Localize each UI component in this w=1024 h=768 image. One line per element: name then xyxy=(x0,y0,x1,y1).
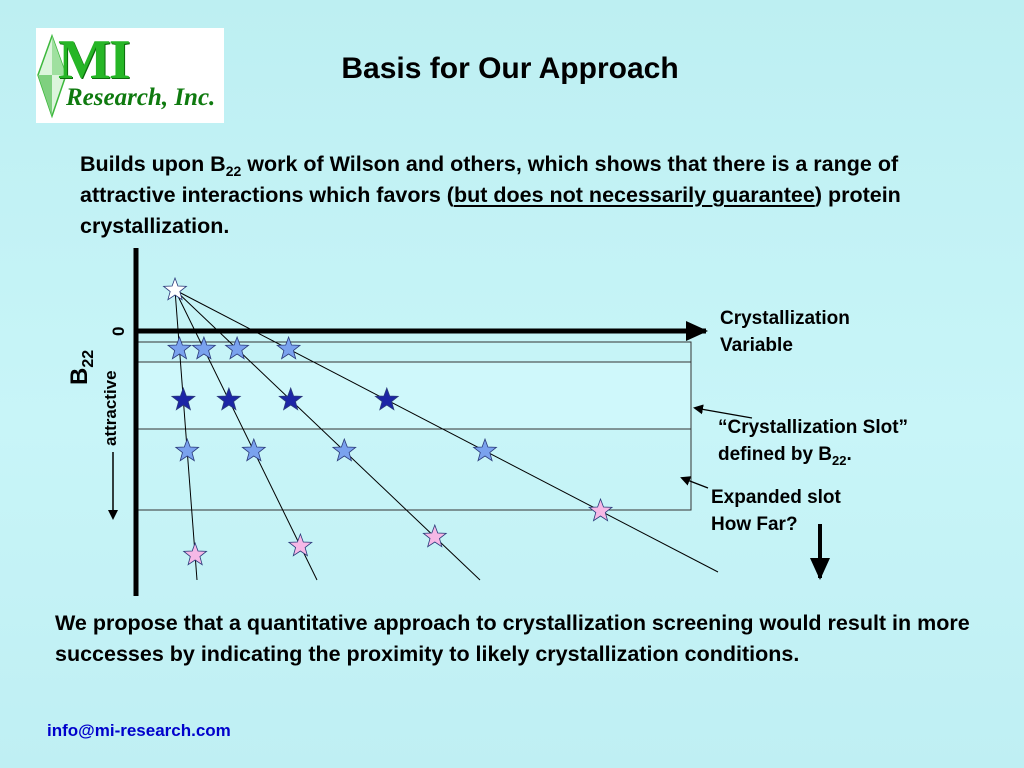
y-axis-label-sub: 22 xyxy=(80,349,97,368)
star-marker xyxy=(289,534,312,556)
slide-title: Basis for Our Approach xyxy=(341,52,679,85)
intro-text-1: Builds upon B xyxy=(80,152,226,176)
expanded-pointer-arrow xyxy=(682,478,708,488)
star-marker xyxy=(589,499,612,521)
star-marker xyxy=(176,439,199,461)
attractive-label: attractive xyxy=(101,370,120,446)
slot-label xyxy=(718,414,908,468)
intro-underlined: but does not necessarily guarantee xyxy=(453,183,815,207)
star-marker xyxy=(333,439,356,461)
x-axis-label-line1: Crystallization xyxy=(720,308,850,329)
conclusion-paragraph: We propose that a quantitative approach to crystallization screening would result in more successes by indicating the proximity to likely crystallization conditions. xyxy=(55,611,970,666)
slot-label-line2 xyxy=(718,441,908,468)
star-marker xyxy=(277,337,300,359)
star-marker xyxy=(423,525,446,547)
slot-label-text: defined by B xyxy=(718,444,833,465)
logo-subtitle: Research, Inc. xyxy=(66,84,216,111)
x-axis-label-line2: Variable xyxy=(720,335,793,356)
intro-text-3: ) protein crystallization. xyxy=(80,183,901,238)
slot-label-subscript: 22 xyxy=(832,453,847,468)
slot-label-line1: “Crystallization Slot” xyxy=(718,417,909,438)
star-marker xyxy=(242,439,265,461)
logo-mark: MI xyxy=(58,29,129,91)
intro-subscript: 22 xyxy=(225,163,242,179)
star-marker xyxy=(226,337,249,359)
star-marker xyxy=(474,439,497,461)
expanded-label xyxy=(711,484,841,538)
contact-email-link[interactable]: info@mi-research.com xyxy=(47,721,231,740)
slot-label-period: . xyxy=(846,444,852,465)
intro-text-2: work of Wilson and others, which shows that there is a range of attractive interactions which favors ( xyxy=(80,152,899,207)
star-marker xyxy=(193,337,216,359)
y-axis-label xyxy=(66,330,106,390)
expanded-label-line1: Expanded slot xyxy=(711,487,841,508)
crystallization-slot-rect xyxy=(138,362,691,429)
x-axis-label xyxy=(720,305,850,359)
y-axis-label-main: B xyxy=(66,367,93,385)
expanded-label-line2: How Far? xyxy=(711,514,798,535)
y-axis-zero-label: 0 xyxy=(109,326,128,336)
